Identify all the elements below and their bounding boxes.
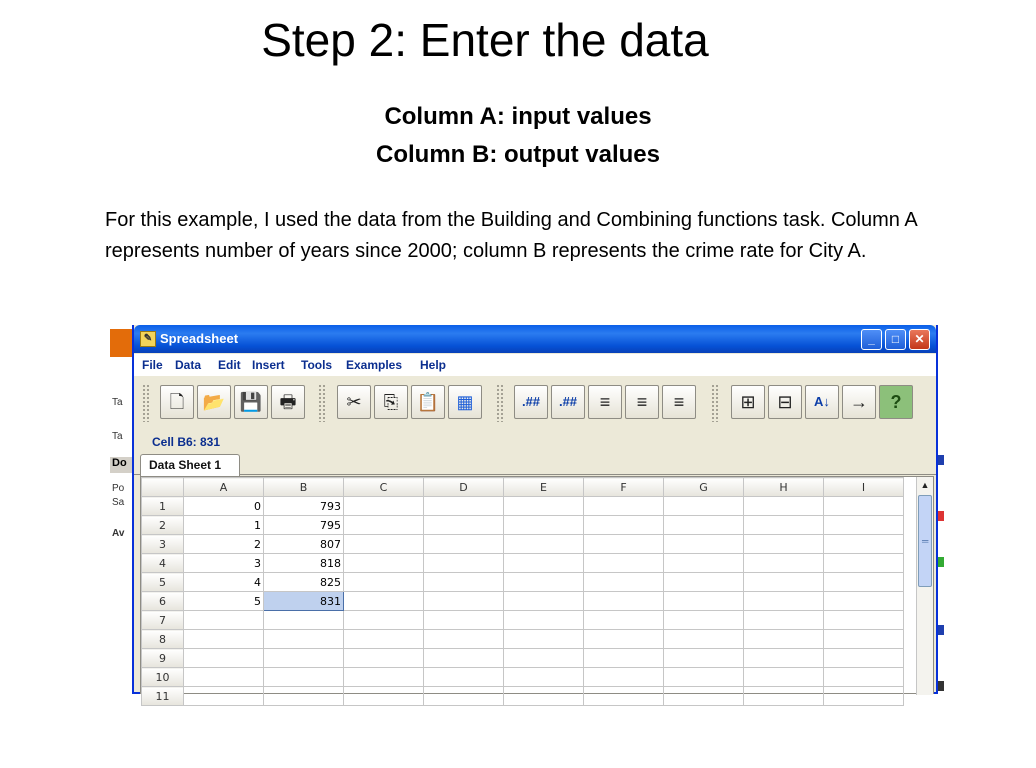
cell-b[interactable]: 825: [264, 573, 344, 592]
cell-reference-label: Cell B6: 831: [152, 435, 221, 449]
cell-h[interactable]: [744, 554, 824, 573]
cell-c[interactable]: [344, 497, 424, 516]
app-icon: ✎: [140, 331, 156, 347]
cell-i[interactable]: [824, 535, 904, 554]
increase-decimals-icon: .##: [558, 394, 578, 409]
toolbar-grip[interactable]: [496, 384, 504, 422]
cell-h[interactable]: [744, 649, 824, 668]
table-row: [142, 516, 904, 535]
cell-i[interactable]: [824, 630, 904, 649]
cell-i[interactable]: [824, 668, 904, 687]
cell-b[interactable]: 831: [264, 592, 344, 611]
row-header[interactable]: 10: [142, 668, 184, 687]
cell-g[interactable]: [664, 592, 744, 611]
slide-subtitle-column-a: Column A: input values: [384, 103, 652, 130]
row-header[interactable]: 8: [142, 630, 184, 649]
cell-h[interactable]: [744, 687, 824, 706]
row-header[interactable]: 5: [142, 573, 184, 592]
cell-f[interactable]: [584, 687, 664, 706]
print-icon: 🖶: [279, 392, 297, 412]
cell-c[interactable]: [344, 535, 424, 554]
cell-i[interactable]: [824, 592, 904, 611]
align-left-icon: ≡: [599, 392, 611, 412]
background-label: Av: [112, 528, 125, 539]
cell-f[interactable]: [584, 497, 664, 516]
cell-e[interactable]: [504, 516, 584, 535]
cell-d[interactable]: [424, 535, 504, 554]
cell-b[interactable]: [264, 649, 344, 668]
print-button[interactable]: [271, 385, 305, 419]
corner-cell[interactable]: [142, 478, 184, 497]
row-header[interactable]: 6: [142, 592, 184, 611]
column-header[interactable]: A: [184, 478, 264, 497]
row-header[interactable]: 7: [142, 611, 184, 630]
align-right-icon: ≡: [673, 392, 685, 412]
title-bar[interactable]: [134, 325, 936, 353]
cell-a[interactable]: 2: [184, 535, 264, 554]
insert-column-icon: ⊞: [740, 392, 756, 412]
spreadsheet-window: [132, 325, 938, 703]
help-icon: ?: [890, 392, 902, 412]
cell-g[interactable]: [664, 630, 744, 649]
cell-h[interactable]: [744, 516, 824, 535]
copy-button[interactable]: [374, 385, 408, 419]
menu-file[interactable]: File: [142, 358, 163, 372]
table-row: [142, 592, 904, 611]
cell-b[interactable]: [264, 687, 344, 706]
spreadsheet-grid: [140, 476, 934, 703]
toolbar-grip[interactable]: [318, 384, 326, 422]
cell-a[interactable]: [184, 668, 264, 687]
row-header[interactable]: 1: [142, 497, 184, 516]
cell-h[interactable]: [744, 497, 824, 516]
row-header[interactable]: 2: [142, 516, 184, 535]
insert-row-button[interactable]: [768, 385, 802, 419]
cell-b[interactable]: [264, 630, 344, 649]
row-header[interactable]: 4: [142, 554, 184, 573]
insert-column-button[interactable]: [731, 385, 765, 419]
cell-e[interactable]: [504, 687, 584, 706]
column-header[interactable]: B: [264, 478, 344, 497]
background-label: Po: [112, 483, 125, 494]
cell-g[interactable]: [664, 554, 744, 573]
cell-g[interactable]: [664, 497, 744, 516]
table-row: [142, 649, 904, 668]
menu-examples[interactable]: Examples: [346, 358, 403, 372]
toolbar-grip[interactable]: [711, 384, 719, 422]
table-row: [142, 630, 904, 649]
background-label: Ta: [112, 397, 123, 408]
cell-b[interactable]: [264, 668, 344, 687]
cell-g[interactable]: [664, 611, 744, 630]
cell-g[interactable]: [664, 516, 744, 535]
cell-f[interactable]: [584, 535, 664, 554]
cell-h[interactable]: [744, 630, 824, 649]
cell-f[interactable]: [584, 611, 664, 630]
column-header-row: [142, 478, 904, 497]
sheet-button[interactable]: [448, 385, 482, 419]
cell-g[interactable]: [664, 668, 744, 687]
decrease-decimals-button[interactable]: [514, 385, 548, 419]
cell-g[interactable]: [664, 687, 744, 706]
cell-a[interactable]: [184, 630, 264, 649]
cell-a[interactable]: 3: [184, 554, 264, 573]
cell-c[interactable]: [344, 554, 424, 573]
cell-c[interactable]: [344, 592, 424, 611]
cell-c[interactable]: [344, 611, 424, 630]
menu-insert[interactable]: Insert: [252, 358, 285, 372]
cell-e[interactable]: [504, 535, 584, 554]
cell-e[interactable]: [504, 630, 584, 649]
cell-a[interactable]: [184, 687, 264, 706]
cell-b[interactable]: 818: [264, 554, 344, 573]
cell-a[interactable]: 4: [184, 573, 264, 592]
table-row: [142, 554, 904, 573]
column-header[interactable]: G: [664, 478, 744, 497]
cell-b[interactable]: 795: [264, 516, 344, 535]
data-table: [141, 477, 904, 706]
cell-e[interactable]: [504, 497, 584, 516]
cut-button[interactable]: [337, 385, 371, 419]
paste-icon: 📋: [416, 392, 440, 412]
cell-f[interactable]: [584, 516, 664, 535]
align-left-button[interactable]: [588, 385, 622, 419]
scroll-up-arrow-icon[interactable]: ▲: [920, 480, 930, 490]
cell-f[interactable]: [584, 649, 664, 668]
column-header[interactable]: D: [424, 478, 504, 497]
row-header[interactable]: 3: [142, 535, 184, 554]
menu-help[interactable]: Help: [420, 358, 447, 372]
cell-e[interactable]: [504, 554, 584, 573]
column-header[interactable]: E: [504, 478, 584, 497]
vertical-scrollbar[interactable]: [916, 477, 933, 695]
cell-g[interactable]: [664, 649, 744, 668]
cell-e[interactable]: [504, 592, 584, 611]
cell-d[interactable]: [424, 668, 504, 687]
cell-d[interactable]: [424, 611, 504, 630]
copy-icon: ⎘: [383, 392, 399, 412]
sort-arrow-icon: →: [850, 392, 868, 412]
maximize-button[interactable]: □: [885, 329, 906, 350]
cell-i[interactable]: [824, 516, 904, 535]
column-header[interactable]: C: [344, 478, 424, 497]
cell-f[interactable]: [584, 554, 664, 573]
table-row: [142, 687, 904, 706]
cell-d[interactable]: [424, 687, 504, 706]
table-row: [142, 668, 904, 687]
cell-a[interactable]: [184, 611, 264, 630]
table-row: [142, 497, 904, 516]
cell-e[interactable]: [504, 668, 584, 687]
increase-decimals-button[interactable]: [551, 385, 585, 419]
table-row: [142, 573, 904, 592]
screenshot: [110, 325, 944, 703]
column-header[interactable]: I: [824, 478, 904, 497]
cell-d[interactable]: [424, 573, 504, 592]
scroll-thumb[interactable]: ═: [918, 495, 932, 587]
cell-d[interactable]: [424, 592, 504, 611]
open-button[interactable]: [197, 385, 231, 419]
align-center-icon: ≡: [636, 392, 648, 412]
tab-data-sheet-1[interactable]: Data Sheet 1: [140, 454, 240, 476]
cell-a[interactable]: 1: [184, 516, 264, 535]
cell-c[interactable]: [344, 573, 424, 592]
toolbar-grip[interactable]: [142, 384, 150, 422]
cell-d[interactable]: [424, 497, 504, 516]
cell-f[interactable]: [584, 573, 664, 592]
cell-c[interactable]: [344, 668, 424, 687]
cell-i[interactable]: [824, 573, 904, 592]
cut-icon: ✂: [346, 392, 362, 412]
menu-data[interactable]: Data: [175, 358, 202, 372]
cell-a[interactable]: 5: [184, 592, 264, 611]
align-right-button[interactable]: [662, 385, 696, 419]
menu-bar: [134, 354, 936, 376]
cell-f[interactable]: [584, 630, 664, 649]
slide-paragraph: For this example, I used the data from the Building and Combining functions task. Column A represents number of years since 2000; column B represents the crime rate for City A.: [105, 209, 917, 262]
background-orange-bar: [110, 329, 134, 357]
cell-i[interactable]: [824, 649, 904, 668]
slide-subtitle-column-b: Column B: output values: [376, 141, 660, 168]
cell-i[interactable]: [824, 497, 904, 516]
sheet-icon: ▦: [456, 392, 474, 412]
cell-f[interactable]: [584, 668, 664, 687]
column-header[interactable]: H: [744, 478, 824, 497]
cell-c[interactable]: [344, 630, 424, 649]
window-title: Spreadsheet: [160, 331, 239, 346]
cell-h[interactable]: [744, 668, 824, 687]
table-row: [142, 611, 904, 630]
cell-b[interactable]: [264, 611, 344, 630]
open-icon: 📂: [202, 392, 226, 412]
background-window: [110, 325, 134, 694]
cell-d[interactable]: [424, 516, 504, 535]
align-center-button[interactable]: [625, 385, 659, 419]
minimize-button[interactable]: _: [861, 329, 882, 350]
cell-i[interactable]: [824, 554, 904, 573]
insert-row-icon: ⊟: [777, 392, 793, 412]
cell-d[interactable]: [424, 649, 504, 668]
cell-d[interactable]: [424, 554, 504, 573]
background-label: Sa: [112, 497, 125, 508]
cell-c[interactable]: [344, 649, 424, 668]
cell-a[interactable]: 0: [184, 497, 264, 516]
cell-i[interactable]: [824, 611, 904, 630]
background-label: Do: [110, 457, 134, 473]
cell-h[interactable]: [744, 535, 824, 554]
cell-g[interactable]: [664, 573, 744, 592]
cell-c[interactable]: [344, 687, 424, 706]
new-sheet-icon: 🗋: [169, 392, 185, 412]
column-header[interactable]: F: [584, 478, 664, 497]
toolbar: [134, 378, 936, 428]
sort-arrow-button[interactable]: [842, 385, 876, 419]
cell-c[interactable]: [344, 516, 424, 535]
slide-title: Step 2: Enter the data: [261, 14, 709, 66]
cell-e[interactable]: [504, 611, 584, 630]
close-button[interactable]: ✕: [909, 329, 930, 350]
new-sheet-button[interactable]: [160, 385, 194, 419]
sheet-tab-row: [134, 451, 936, 475]
decrease-decimals-icon: .##: [521, 394, 541, 409]
cell-h[interactable]: [744, 611, 824, 630]
cell-f[interactable]: [584, 592, 664, 611]
cell-g[interactable]: [664, 535, 744, 554]
cell-i[interactable]: [824, 687, 904, 706]
save-button[interactable]: [234, 385, 268, 419]
save-icon: 💾: [239, 392, 263, 412]
row-header[interactable]: 9: [142, 649, 184, 668]
sort-az-icon: A↓: [814, 394, 830, 409]
background-label: Ta: [112, 431, 123, 442]
row-header[interactable]: 11: [142, 687, 184, 706]
cell-b[interactable]: 793: [264, 497, 344, 516]
cell-h[interactable]: [744, 573, 824, 592]
table-row: [142, 535, 904, 554]
paste-button[interactable]: [411, 385, 445, 419]
sort-az-button[interactable]: [805, 385, 839, 419]
help-button[interactable]: [879, 385, 913, 419]
cell-d[interactable]: [424, 630, 504, 649]
menu-edit[interactable]: Edit: [218, 358, 241, 372]
cell-a[interactable]: [184, 649, 264, 668]
menu-tools[interactable]: Tools: [301, 358, 333, 372]
cell-b[interactable]: 807: [264, 535, 344, 554]
cell-h[interactable]: [744, 592, 824, 611]
cell-e[interactable]: [504, 649, 584, 668]
cell-e[interactable]: [504, 573, 584, 592]
